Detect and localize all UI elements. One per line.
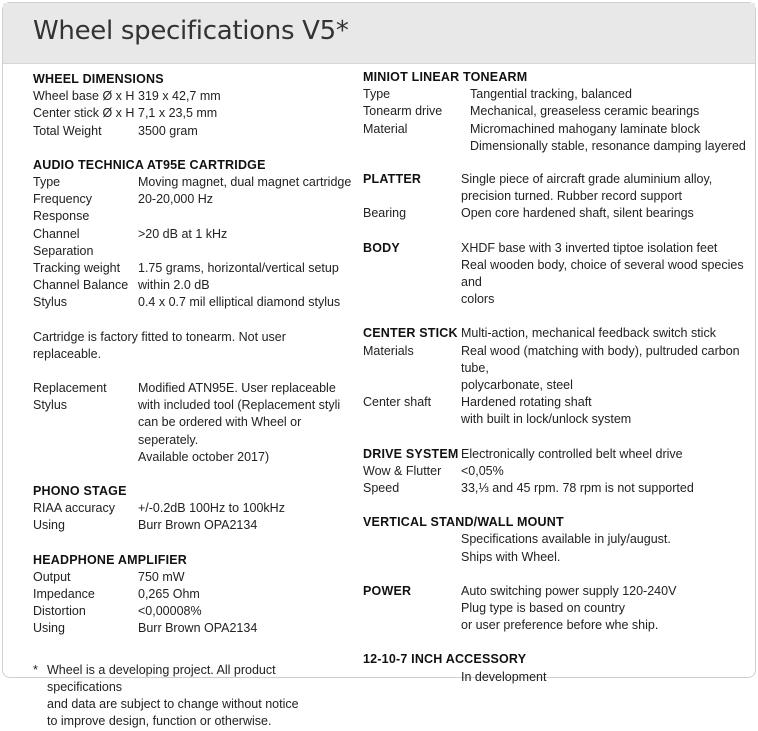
section-title: CENTER STICK <box>363 326 458 341</box>
value-line: Ships with Wheel. <box>461 549 561 564</box>
spec-value <box>138 380 353 466</box>
spec-row <box>33 603 353 620</box>
spec-row <box>33 620 353 637</box>
spec-value <box>461 394 753 428</box>
spec-value <box>461 171 753 205</box>
spec-row <box>33 191 353 225</box>
spec-key: Using <box>33 518 65 533</box>
value-line: Specifications available in july/august. <box>461 532 671 547</box>
spec-value: Mechanical, greaseless ceramic bearings <box>470 104 700 119</box>
spec-key: Channel Balance <box>33 278 129 293</box>
spec-key: Speed <box>363 481 400 496</box>
section-center-stick <box>363 325 753 428</box>
left-column <box>33 71 353 731</box>
value-line: XHDF base with 3 inverted tiptoe isolation feet <box>461 240 718 255</box>
spec-value <box>461 531 753 565</box>
footnote-line: and data are subject to change without notice <box>47 697 299 712</box>
section-body <box>363 240 753 309</box>
spec-key: Replacement Stylus <box>33 381 107 413</box>
spec-row <box>363 480 753 497</box>
spec-row <box>33 123 353 140</box>
spec-value <box>461 583 753 635</box>
section-title: PLATTER <box>363 172 422 187</box>
value-line: polycarbonate, steel <box>461 378 573 393</box>
footnote <box>33 662 353 731</box>
spec-key: Bearing <box>363 206 407 221</box>
cartridge-note: Cartridge is factory fitted to tonearm. Not user replaceable. <box>33 329 286 361</box>
platter-head-row <box>363 171 753 205</box>
spec-row <box>33 174 353 191</box>
section-phono-stage <box>33 483 353 535</box>
spec-value: Open core hardened shaft, silent bearings <box>461 206 694 221</box>
spec-value: 0.4 x 0.7 mil elliptical diamond stylus <box>138 295 341 310</box>
spec-row <box>363 205 753 222</box>
spec-value: Burr Brown OPA2134 <box>138 518 258 533</box>
stand-row <box>363 531 753 565</box>
spec-value: 3500 gram <box>138 123 198 138</box>
section-title: DRIVE SYSTEM <box>363 446 459 461</box>
spec-value: 1.75 grams, horizontal/vertical setup <box>138 261 339 276</box>
spec-key <box>363 138 470 155</box>
spec-row <box>33 226 353 260</box>
spec-value: >20 dB at 1 kHz <box>138 226 228 241</box>
footnote-line: Wheel is a developing project. All product specifications <box>47 662 276 694</box>
spec-value <box>461 240 753 309</box>
value-line: Available october 2017) <box>138 449 270 464</box>
footnote-asterisk: * <box>33 662 38 677</box>
spec-row <box>363 121 753 138</box>
spec-key: Impedance <box>33 587 95 602</box>
section-title: BODY <box>363 240 400 255</box>
replacement-stylus-row <box>33 380 353 466</box>
spec-value: 33,⅓ and 45 rpm. 78 rpm is not supported <box>461 481 694 496</box>
spec-key: Center shaft <box>363 395 432 410</box>
value-line: Hardened rotating shaft <box>461 395 592 410</box>
header-bar <box>3 3 755 64</box>
section-vertical-stand <box>363 514 753 566</box>
value-line: Modified ATN95E. User replaceable <box>138 381 336 396</box>
spec-value: 0,265 Ohm <box>138 587 200 602</box>
section-cartridge <box>33 157 353 466</box>
value-line: Single piece of aircraft grade aluminium alloy, <box>461 172 713 187</box>
body-head-row <box>363 240 753 309</box>
spec-value: 20-20,000 Hz <box>138 192 214 207</box>
spec-row <box>363 463 753 480</box>
section-title: VERTICAL STAND/WALL MOUNT <box>363 515 564 530</box>
spec-row <box>363 86 753 103</box>
spacer <box>363 531 461 565</box>
section-title: MINIOT LINEAR TONEARM <box>363 70 528 84</box>
spec-row <box>33 500 353 517</box>
value-line: with included tool (Replacement styli <box>138 398 341 413</box>
section-platter <box>363 171 753 223</box>
spec-row <box>363 394 753 428</box>
spec-key: Using <box>33 621 65 636</box>
right-column <box>363 69 753 686</box>
spec-key: Total Weight <box>33 123 102 138</box>
spec-value: Electronically controlled belt wheel drive <box>461 446 683 461</box>
value-line: Auto switching power supply 120-240V <box>461 583 677 598</box>
section-headphone-amplifier <box>33 552 353 638</box>
value-line: Real wood (matching with body), pultruded carbon tube, <box>461 343 740 375</box>
spec-value: Burr Brown OPA2134 <box>138 621 258 636</box>
drive-head-row <box>363 446 753 463</box>
spec-value: Moving magnet, dual magnet cartridge <box>138 175 352 190</box>
spec-key: Distortion <box>33 604 86 619</box>
spec-value: 7,1 x 23,5 mm <box>138 106 218 121</box>
spec-value: <0,00008% <box>138 604 202 619</box>
page-title: Wheel specifications V5* <box>33 16 349 46</box>
section-title: HEADPHONE AMPLIFIER <box>33 552 188 567</box>
spec-row <box>33 105 353 122</box>
spec-key: RIAA accuracy <box>33 501 115 516</box>
value-line: colors <box>461 292 495 307</box>
spec-value: Tangential tracking, balanced <box>470 87 632 102</box>
center-stick-head-row <box>363 325 753 342</box>
spec-row <box>363 138 753 155</box>
spec-value: Micromachined mahogany laminate block <box>470 121 700 136</box>
spec-row <box>33 569 353 586</box>
spec-card <box>2 2 756 729</box>
spec-value <box>461 343 753 395</box>
footnote-line: to improve design, function or otherwise. <box>47 714 272 729</box>
section-title: POWER <box>363 583 412 598</box>
section-title: AUDIO TECHNICA AT95E CARTRIDGE <box>33 157 266 172</box>
spec-key: Wheel base Ø x H <box>33 89 135 104</box>
footnote-text <box>47 662 353 731</box>
spec-row <box>363 103 753 120</box>
spec-row <box>33 517 353 534</box>
spec-key: Center stick Ø x H <box>33 106 135 121</box>
spec-key: Stylus <box>33 295 68 310</box>
spec-key: Material <box>363 121 408 136</box>
section-tonearm <box>363 69 753 155</box>
spec-value: 750 mW <box>138 569 185 584</box>
spec-value: +/-0.2dB 100Hz to 100kHz <box>138 501 285 516</box>
accessory-row <box>363 669 753 686</box>
section-power <box>363 583 753 635</box>
spec-key: Materials <box>363 343 414 358</box>
spec-row <box>33 586 353 603</box>
spec-value: In development <box>461 669 547 684</box>
spec-value: within 2.0 dB <box>138 278 210 293</box>
spec-key: Channel Separation <box>33 226 94 258</box>
spec-key: Wow & Flutter <box>363 463 442 478</box>
spec-key: Type <box>363 87 391 102</box>
spec-value: <0,05% <box>461 463 504 478</box>
spec-key: Frequency Response <box>33 192 93 224</box>
value-line: or user preference before whe ship. <box>461 618 659 633</box>
section-title: PHONO STAGE <box>33 484 127 499</box>
spec-row <box>33 277 353 294</box>
value-line: with built in lock/unlock system <box>461 412 632 427</box>
spec-key: Tonearm drive <box>363 104 443 119</box>
spec-row <box>33 260 353 277</box>
spec-row <box>33 294 353 311</box>
value-line: Plug type is based on country <box>461 601 625 616</box>
section-wheel-dimensions <box>33 71 353 140</box>
spec-row <box>33 88 353 105</box>
section-title: 12-10-7 INCH ACCESSORY <box>363 652 527 667</box>
spec-row <box>363 343 753 395</box>
spec-key: Output <box>33 569 71 584</box>
spec-value: 319 x 42,7 mm <box>138 89 221 104</box>
section-title: WHEEL DIMENSIONS <box>33 72 164 86</box>
power-head-row <box>363 583 753 635</box>
section-accessory <box>363 651 753 685</box>
spacer <box>363 669 461 686</box>
section-drive-system <box>363 446 753 498</box>
spec-key: Type <box>33 175 61 190</box>
value-line: can be ordered with Wheel or seperately. <box>138 415 302 447</box>
spec-value: Multi-action, mechanical feedback switch stick <box>461 326 716 341</box>
value-line: precision turned. Rubber record support <box>461 189 682 204</box>
spec-key: Tracking weight <box>33 261 121 276</box>
value-line: Real wooden body, choice of several wood species and <box>461 257 744 290</box>
spec-value: Dimensionally stable, resonance damping layered <box>470 138 746 153</box>
